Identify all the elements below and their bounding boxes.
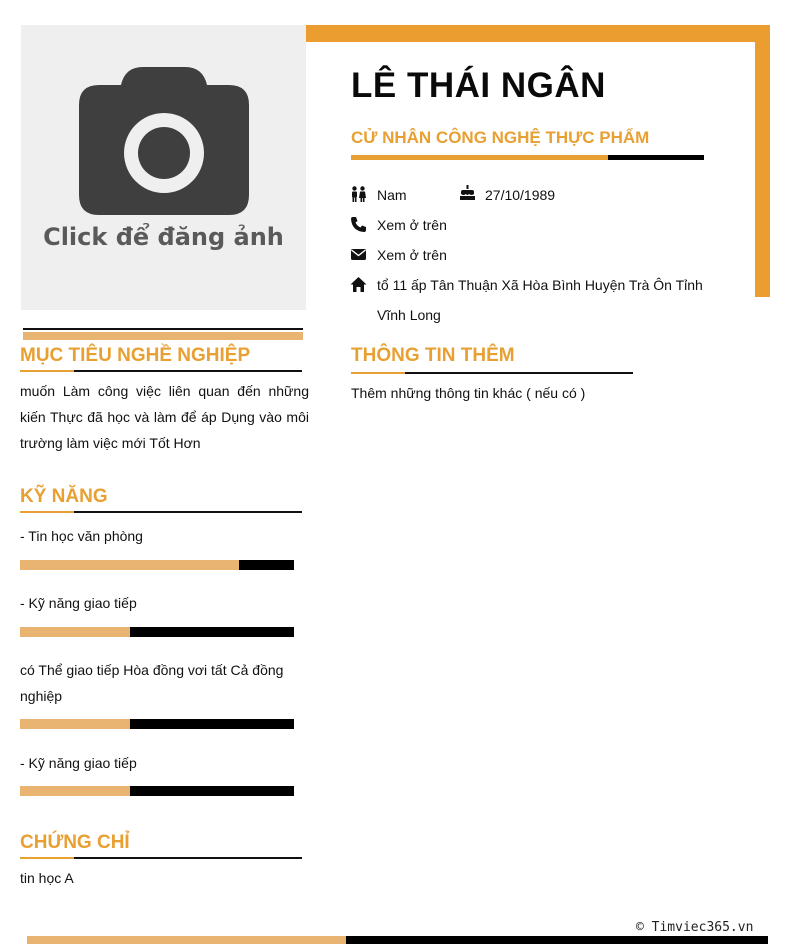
footer-credit: © Timviec365.vn [636, 920, 754, 935]
skills-title: KỸ NĂNG [20, 486, 108, 507]
phone-value: Xem ở trên [377, 217, 447, 233]
certificates-underline-accent [20, 857, 74, 859]
objective-title: MỤC TIÊU NGHỀ NGHIỆP [20, 345, 251, 366]
certificates-text: tin học A [20, 870, 74, 886]
skill-level-remaining [130, 786, 294, 796]
skill-level-remaining [239, 560, 294, 570]
candidate-name: LÊ THÁI NGÂN [351, 66, 606, 105]
skill-label: - Tin học văn phòng [20, 528, 143, 544]
gender-value: Nam [377, 187, 407, 203]
skill-label: - Kỹ năng giao tiếp [20, 595, 137, 611]
address-line-1: tổ 11 ấp Tân Thuận Xã Hòa Bình Huyện Trà Ôn Tỉnh [377, 277, 703, 293]
extra-info-text: Thêm những thông tin khác ( nếu có ) [351, 385, 586, 401]
extra-info-underline-accent [351, 372, 405, 374]
skill-level-remaining [130, 627, 294, 637]
skills-underline-dark [74, 511, 302, 513]
title-underline-accent [351, 155, 608, 160]
title-underline-dark [608, 155, 704, 160]
header-frame-right [755, 25, 770, 297]
email-icon [350, 246, 367, 263]
extra-info-title: THÔNG TIN THÊM [351, 345, 515, 366]
gender-icon [350, 186, 367, 203]
skill-level-fill [20, 627, 130, 637]
camera-icon [79, 67, 249, 215]
left-divider-accent [23, 332, 303, 340]
objective-underline-dark [74, 370, 302, 372]
skill-level-fill [20, 560, 239, 570]
photo-caption: Click để đăng ảnh [43, 223, 284, 251]
birthday-value: 27/10/1989 [485, 187, 556, 203]
phone-icon [350, 216, 367, 233]
certificates-underline-dark [74, 857, 302, 859]
left-divider-dark [23, 328, 303, 330]
profile-photo-upload[interactable] [21, 25, 306, 310]
birthday-cake-icon [459, 184, 476, 201]
skill-level-fill [20, 719, 130, 729]
email-value: Xem ở trên [377, 247, 447, 263]
skill-level-remaining [130, 719, 294, 729]
home-icon [350, 276, 367, 293]
certificates-title: CHỨNG CHỈ [20, 832, 130, 853]
skill-level-fill [20, 786, 130, 796]
skill-label: có Thể giao tiếp Hòa đồng vơi tất Cả đồng nghiệp [20, 662, 284, 704]
job-title: CỬ NHÂN CÔNG NGHỆ THỰC PHẨM [351, 128, 650, 147]
extra-info-underline-dark [405, 372, 633, 374]
objective-underline-accent [20, 370, 74, 372]
address-line-2: Vĩnh Long [377, 307, 441, 323]
skill-label: - Kỹ năng giao tiếp [20, 755, 137, 771]
objective-text: muốn Làm công việc liên quan đến những kiến Thực đã học và làm để áp Dụng vào môi trường làm việc mới Tốt Hơn [20, 383, 309, 451]
footer-bar-dark [346, 936, 768, 944]
footer-bar-accent [27, 936, 346, 944]
header-frame-top [306, 25, 770, 42]
skills-underline-accent [20, 511, 74, 513]
